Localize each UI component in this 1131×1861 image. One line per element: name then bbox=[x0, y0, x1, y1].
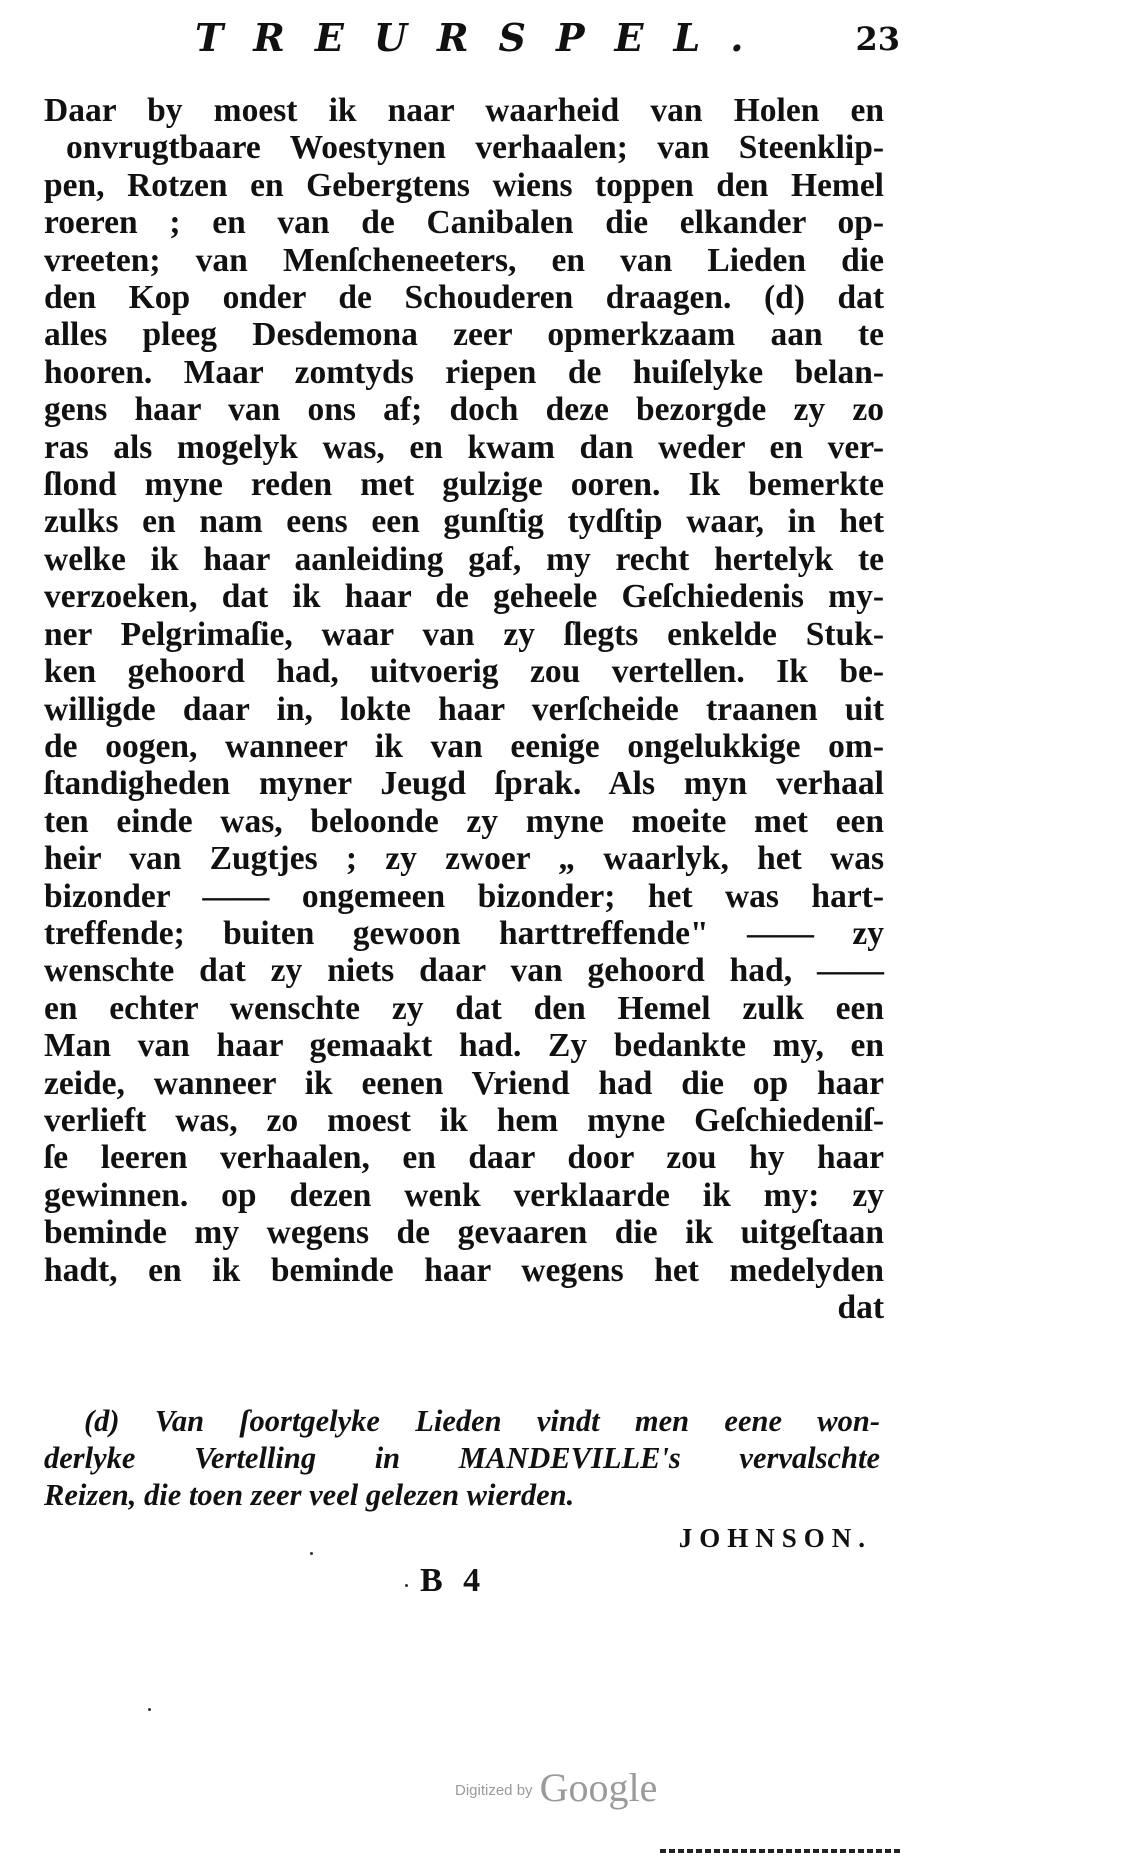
text-line: de oogen, wanneer ik van eenige ongelukkige om- bbox=[44, 727, 884, 765]
text-line: Man van haar gemaakt had. Zy bedankte my, en bbox=[44, 1027, 884, 1065]
text-line: ras als mogelyk was, en kwam dan weder en ver- bbox=[44, 428, 884, 466]
text-line: treffende; buiten gewoon harttreffende" —— zy bbox=[44, 914, 884, 952]
ink-speck bbox=[148, 1708, 151, 1711]
footnote bbox=[44, 1403, 880, 1557]
watermark-prefix: Digitized by bbox=[455, 1782, 533, 1799]
ink-speck bbox=[405, 1584, 408, 1587]
google-logo: Google bbox=[539, 1765, 658, 1810]
text-line: zeide, wanneer ik eenen Vriend had die op haar bbox=[44, 1064, 884, 1102]
text-line: gewinnen. op dezen wenk verklaarde ik my: zy bbox=[44, 1176, 884, 1214]
footnote-attribution: JOHNSON. bbox=[678, 1523, 872, 1553]
text-line: vreeten; van Menſcheneeters, en van Lieden die bbox=[44, 241, 884, 279]
text-line: heir van Zugtjes ; zy zwoer „ waarlyk, het was bbox=[44, 840, 884, 878]
text-line: hooren. Maar zomtyds riepen de huiſelyke belan- bbox=[44, 353, 884, 391]
signature-mark: B 4 bbox=[420, 1562, 487, 1599]
text-line: verlieft was, zo moest ik hem myne Geſchiedeniſ- bbox=[44, 1101, 884, 1139]
catchword: dat bbox=[837, 1289, 884, 1326]
footnote-line: (d) Van ſoortgelyke Lieden vindt men eene won- bbox=[84, 1404, 880, 1438]
text-line: wenschte dat zy niets daar van gehoord had, —— bbox=[44, 952, 884, 990]
text-line: pen, Rotzen en Gebergtens wiens toppen den Hemel bbox=[44, 166, 884, 204]
text-line: ſtandigheden myner Jeugd ſprak. Als myn verhaal bbox=[44, 765, 884, 803]
running-head: TREURSPEL. bbox=[195, 15, 774, 60]
text-line: bizonder —— ongemeen bizonder; het was hart- bbox=[44, 877, 884, 915]
ink-speck bbox=[310, 1552, 313, 1555]
text-line: verzoeken, dat ik haar de geheele Geſchiedenis my- bbox=[44, 578, 884, 616]
digitized-watermark bbox=[455, 1764, 657, 1811]
bottom-rule bbox=[660, 1849, 900, 1853]
text-line: zulks en nam eens een gunſtig tydſtip waar, in het bbox=[44, 503, 884, 541]
text-line: alles pleeg Desdemona zeer opmerkzaam aan te bbox=[44, 316, 884, 354]
page-number: 23 bbox=[855, 20, 900, 58]
text-line: den Kop onder de Schouderen draagen. (d) dat bbox=[44, 279, 884, 317]
page-header bbox=[195, 10, 900, 66]
text-line: ten einde was, beloonde zy myne moeite met een bbox=[44, 802, 884, 840]
text-line: en echter wenschte zy dat den Hemel zulk een bbox=[44, 989, 884, 1027]
text-line: hadt, en ik beminde haar wegens het medelyden bbox=[44, 1251, 884, 1289]
main-text bbox=[44, 92, 884, 1326]
text-line: roeren ; en van de Canibalen die elkander op- bbox=[44, 204, 884, 242]
text-line: ner Pelgrimaſie, waar van zy ſlegts enkelde Stuk- bbox=[44, 615, 884, 653]
footnote-line: derlyke Vertelling in MANDEVILLE's vervalschte bbox=[44, 1441, 880, 1475]
text-line: ken gehoord had, uitvoerig zou vertellen. Ik be- bbox=[44, 653, 884, 691]
text-line: ſlond myne reden met gulzige ooren. Ik bemerkte bbox=[44, 466, 884, 504]
text-line: welke ik haar aanleiding gaf, my recht hertelyk te bbox=[44, 540, 884, 578]
text-line: ſe leeren verhaalen, en daar door zou hy haar bbox=[44, 1139, 884, 1177]
text-line: willigde daar in, lokte haar verſcheide traanen uit bbox=[44, 690, 884, 728]
text-line: onvrugtbaare Woestynen verhaalen; van Steenklip- bbox=[66, 129, 884, 167]
footnote-line: Reizen, die toen zeer veel gelezen wierden. bbox=[44, 1478, 575, 1512]
text-line: beminde my wegens de gevaaren die ik uitgeſtaan bbox=[44, 1214, 884, 1252]
text-line: gens haar van ons af; doch deze bezorgde zy zo bbox=[44, 391, 884, 429]
text-line: Daar by moest ik naar waarheid van Holen en bbox=[44, 92, 884, 129]
